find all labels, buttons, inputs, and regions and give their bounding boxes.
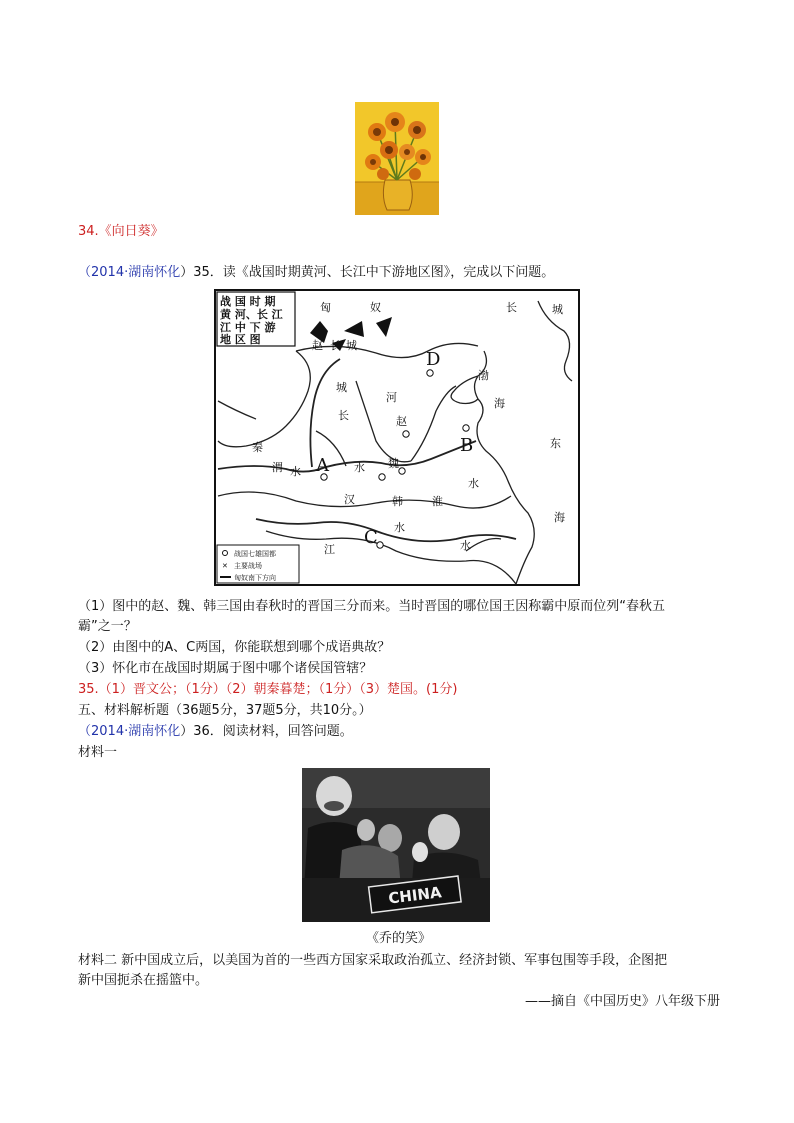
map-label: 城 — [552, 303, 563, 316]
map-label: 长 — [506, 301, 517, 314]
map-label: 赵 — [312, 339, 323, 352]
map-label: 河 — [386, 391, 397, 404]
q35-source-region: 湖南怀化 — [128, 265, 181, 280]
map-label: 水 — [468, 477, 479, 490]
q35-answer: 35.（1）晋文公；（1分）（2）朝秦暮楚；（1分）（3）楚国。(1分) — [78, 682, 458, 697]
map-label: 淮 — [432, 495, 443, 508]
map-label: 渭 — [272, 461, 283, 474]
qiao-laugh-photo — [302, 768, 490, 922]
photo-caption: 《乔的笑》 — [366, 931, 432, 946]
legend-capital: 战国七雄国都 — [234, 550, 276, 558]
map-label: 城 — [346, 339, 357, 352]
map-label: 长 — [338, 409, 349, 422]
map-label: 海 — [494, 397, 505, 410]
q36-stem — [78, 723, 353, 741]
legend-battlefield: 主要战场 — [234, 562, 262, 570]
map-title-row: 地 区 图 — [220, 333, 261, 346]
map-label: 汉 — [344, 493, 355, 506]
q36-source-suffix: ）36．阅读材料，回答问题。 — [180, 724, 353, 739]
map-label: 匈 — [320, 301, 331, 314]
map-label: 水 — [460, 539, 471, 552]
map-label: 水 — [394, 521, 405, 534]
map-title-row: 黄 河、长 江 — [220, 308, 283, 321]
map-label: 秦 — [252, 441, 263, 454]
map-label: 魏 — [388, 457, 399, 470]
q35-sub3: （3）怀化市在战国时期属于图中哪个诸侯国管辖？ — [78, 661, 373, 676]
map-letter-b: B — [460, 435, 474, 456]
map-title-row: 江 中 下 游 — [220, 321, 276, 334]
material2-line2: 新中国扼杀在摇篮中。 — [78, 973, 209, 988]
map-label: 赵 — [396, 415, 407, 428]
q35-sub2: （2）由图中的A、C两国，你能联想到哪个成语典故？ — [78, 640, 391, 655]
map-label: 东 — [550, 437, 561, 450]
map-label: 海 — [554, 511, 565, 524]
q35-sub1-line2: 霸”之一？ — [78, 619, 137, 634]
q35-source-prefix: （2014· — [78, 265, 129, 280]
map-label: 奴 — [370, 301, 381, 314]
svg-text:✕: ✕ — [222, 562, 228, 570]
map-label: 渤 — [478, 369, 489, 382]
q34-answer: 34.《向日葵》 — [78, 224, 164, 239]
material2-line1: 材料二 新中国成立后，以美国为首的一些西方国家采取政治孤立、经济封锁、军事包围等手段，企图把 — [78, 953, 668, 968]
map-label: 长 — [330, 339, 341, 352]
china-nameplate: CHINA — [387, 883, 443, 908]
map-letter-c: C — [364, 527, 378, 548]
section-five-heading: 五、材料解析题（36题5分，37题5分，共10分。） — [78, 703, 372, 718]
q35-stem — [78, 264, 554, 282]
map-label: 水 — [354, 461, 365, 474]
warring-states-map — [214, 289, 580, 586]
q35-sub1-line1: （1）图中的赵、魏、韩三国由春秋时的晋国三分而来。当时晋国的哪位国王因称霸中原而位列“春秋五 — [78, 599, 666, 614]
map-label: 城 — [336, 381, 347, 394]
q35-source-suffix: ）35．读《战国时期黄河、长江中下游地区图》，完成以下问题。 — [180, 265, 555, 280]
map-letter-a: A — [316, 455, 329, 476]
q36-source-region: 湖南怀化 — [128, 724, 181, 739]
citation: ——摘自《中国历史》八年级下册 — [524, 994, 720, 1009]
map-label: 水 — [290, 465, 301, 478]
sunflowers-painting — [355, 102, 439, 215]
map-letter-d: D — [426, 349, 441, 370]
material1-label: 材料一 — [78, 745, 118, 760]
q36-source-prefix: （2014· — [78, 724, 129, 739]
legend-invasion: 匈奴南下方向 — [234, 574, 276, 582]
map-title-row: 战 国 时 期 — [220, 295, 276, 308]
map-label: 江 — [324, 543, 335, 556]
map-label: 韩 — [392, 495, 403, 508]
